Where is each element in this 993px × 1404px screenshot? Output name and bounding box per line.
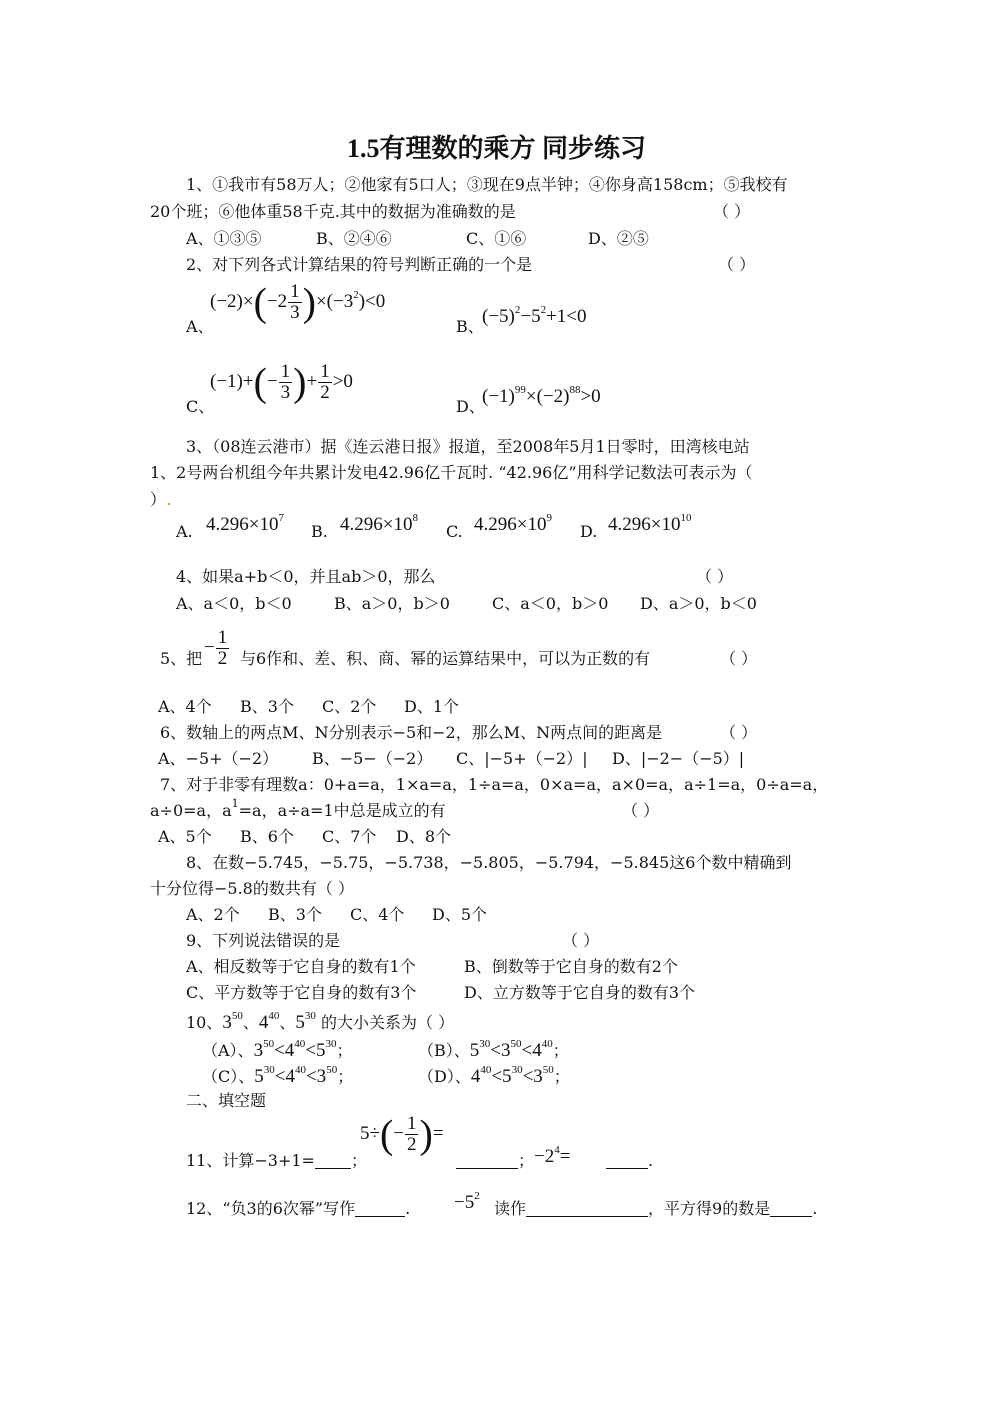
q3-line1: 3、（08连云港市）据《连云港日报》报道，至2008年5月1日零时，田湾核电站 (186, 437, 750, 456)
q7-option-d: D、8个 (396, 827, 452, 846)
q2-expression-d: $(-1)^{99}\times(-2)^{88}>0$ (482, 384, 601, 407)
q1-paren: （ ） (713, 202, 751, 221)
q1-line2: 20个班；⑥他体重58千克.其中的数据为准确数的是 (150, 202, 516, 221)
q12-expression: $-5^2$ (454, 1190, 480, 1213)
q11-blank3: . (606, 1150, 653, 1172)
q6-stem: 6、数轴上的两点M、N分别表示−5和−2，那么M、N两点间的距离是 (160, 723, 663, 742)
q8-option-c: C、4个 (350, 905, 405, 924)
q2-paren: （ ） (718, 255, 756, 274)
q4-option-d: D、a＞0，b＜0 (640, 594, 757, 613)
q11-expression: 5÷(− $\frac{1}{2}$ )= (360, 1111, 444, 1157)
q7-line2: a÷0=a，$a^1=a$，a÷a=1中总是成立的有 (150, 797, 446, 820)
q6-option-a: A、−5+（−2） (158, 749, 279, 768)
q3-line3: ） (150, 489, 170, 511)
q12-part1: 12、“负3的6次幂”写作 . (186, 1199, 411, 1218)
q2-expression-b: $(-5)^2-5^2+1<0$ (482, 304, 587, 327)
q7-paren: （ ） (622, 801, 660, 820)
q9-stem: 9、下列说法错误的是 (186, 931, 341, 950)
q5-paren: （ ） (720, 649, 758, 668)
q3-line2: 1、2号两台机组今年共累计发电42.96亿千瓦时. “42.96亿”用科学记数法可表示为（ (150, 463, 753, 482)
q1-line1: 1、①我市有58万人；②他家有5口人；③现在9点半钟；④你身高158cm；⑤我校有 (186, 175, 788, 194)
q2-expression-c: (−1)+(− $\frac{1}{3}$ )+ $\frac{1}{2}$ >0 (210, 359, 353, 405)
q5-option-b: B、3个 (240, 697, 294, 716)
q11-expression2: $-2^4=$ (534, 1144, 571, 1167)
q2-label-b: B、 (456, 317, 484, 336)
q3-label-b: B. (311, 522, 328, 541)
q8-option-a: A、2个 (186, 905, 240, 924)
q5-prefix: 5、把 (160, 649, 203, 668)
q9-option-a: A、相反数等于它自身的数有1个 (186, 957, 416, 976)
q12-part2: 读作 ，平方得9的数是 . (494, 1199, 818, 1218)
page-title: 1.5有理数的乘方 同步练习 (346, 134, 646, 163)
q6-option-c: C、|−5+（−2）| (456, 749, 588, 768)
q4-option-c: C、a＜0，b＞0 (492, 594, 609, 613)
q1-option-d: D、②⑤ (588, 229, 649, 248)
q8-option-d: D、5个 (432, 905, 488, 924)
q9-option-d: D、立方数等于它自身的数有3个 (464, 983, 696, 1002)
q2-label-d: D、 (456, 397, 485, 416)
q7-option-c: C、7个 (322, 827, 377, 846)
q3-label-c: C. (446, 522, 463, 541)
q5-option-d: D、1个 (404, 697, 460, 716)
q9-option-c: C、平方数等于它自身的数有3个 (186, 983, 417, 1002)
q8-option-b: B、3个 (268, 905, 322, 924)
q7-option-a: A、5个 (158, 827, 212, 846)
q3-label-a: A. (176, 522, 193, 541)
q10-stem: 10、$3^{50}$、$4^{40}$、$5^{30}$ 的大小关系为（ ） (186, 1010, 455, 1033)
q3-option-b: $4.296\times 10^8$ (340, 512, 418, 535)
q9-option-b: B、倒数等于它自身的数有2个 (464, 957, 678, 976)
q7-line1: 7、对于非零有理数a：0+a=a，1×a=a，1÷a=a，0×a=a，a×0=a，a÷1=a，0÷a=a， (160, 775, 829, 794)
q4-stem: 4、如果a+b＜0，并且ab＞0，那么 (176, 567, 436, 586)
q7-option-b: B、6个 (240, 827, 294, 846)
q1-option-a: A、①③⑤ (186, 229, 262, 248)
q2-expression-a: (−2)×(−2 $\frac{1}{3}$ )$\times(-3^2)<0$ (210, 279, 386, 325)
q6-option-d: D、|−2−（−5）| (612, 749, 745, 768)
q1-option-b: B、②④⑥ (316, 229, 392, 248)
q3-option-c: $4.296\times 10^9$ (474, 512, 552, 535)
q3-option-a: $4.296\times 10^7$ (206, 512, 284, 535)
q4-option-b: B、a＞0，b＞0 (334, 594, 450, 613)
q10-option-a: （A）、$3^{50}<4^{40}<5^{30}$； (202, 1038, 353, 1061)
q1-option-c: C、①⑥ (466, 229, 527, 248)
q2-stem: 2、对下列各式计算结果的符号判断正确的一个是 (186, 255, 533, 274)
q9-paren: （ ） (562, 931, 600, 950)
q4-option-a: A、a＜0，b＜0 (176, 594, 292, 613)
q8-line1: 8、在数−5.745，−5.75，−5.738，−5.805，−5.794，−5.845这6个数中精确到 (186, 853, 792, 872)
q5-option-c: C、2个 (322, 697, 377, 716)
q3-option-d: $4.296\times 10^{10}$ (608, 512, 692, 535)
q2-label-c: C、 (186, 397, 215, 416)
section-fill-in-heading: 二、填空题 (186, 1091, 267, 1110)
q6-paren: （ ） (720, 723, 758, 742)
q10-option-c: （C）、$5^{30}<4^{40}<3^{50}$； (202, 1064, 354, 1087)
q8-line2: 十分位得−5.8的数共有（ ） (150, 879, 354, 898)
q10-option-d: （D）、$4^{40}<5^{30}<3^{50}$； (418, 1064, 570, 1087)
q4-paren: （ ） (696, 567, 734, 586)
q5-stem: 与6作和、差、积、商、幂的运算结果中，可以为正数的有 (240, 649, 651, 668)
q3-label-d: D. (580, 522, 598, 541)
q11-blank2: ； (456, 1150, 534, 1172)
q11-part1: 11、计算−3+1= ； (186, 1151, 367, 1170)
q6-option-b: B、−5−（−2） (312, 749, 433, 768)
q5-negative-half: − $\frac{1}{2}$ (204, 627, 228, 669)
q2-label-a: A、 (186, 317, 214, 336)
q10-option-b: （B）、$5^{30}<3^{50}<4^{40}$； (418, 1038, 569, 1061)
q5-option-a: A、4个 (158, 697, 212, 716)
